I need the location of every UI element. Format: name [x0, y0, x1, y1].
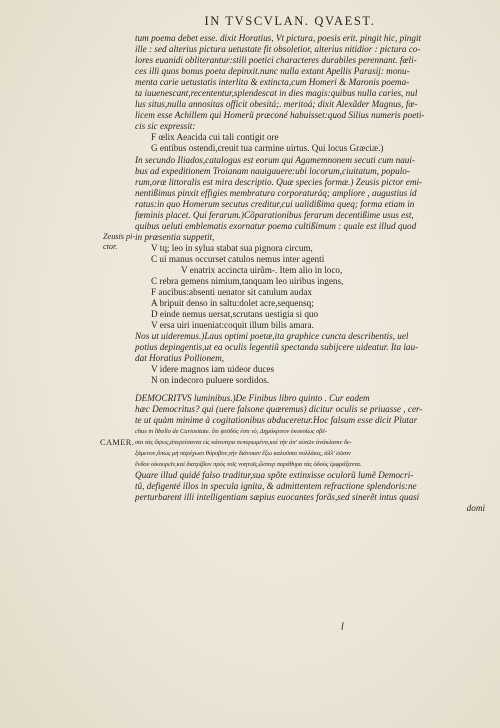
margin-note-camer: CAMER.: [100, 438, 135, 447]
text-line: G entibus ostendi,creuit tua carmine uirtus. Qui locus Græciæ.): [151, 143, 384, 154]
text-line: dat Horatius Pollionem,: [135, 353, 225, 364]
text-line: quibus ueluti emblematis exornatur poema cultißimum : quale est illud quod: [135, 220, 417, 231]
text-line: tum poema debet esse. dixit Horatius, Vt pictura, poesis erit. pingit hic, pingit: [135, 33, 422, 43]
text-line: domi: [466, 502, 485, 513]
text-line: ille : sed alterius pictura uetustate fit obsoletior, alterius nitidior : pictura co-: [135, 44, 421, 55]
text-line: V ersa uiri inueniat:coquit illum bilis amara.: [151, 320, 314, 331]
text-line: ces illi quos bonus poeta depinxit.nunc nulla extant Apellis Parasij: monu-: [135, 66, 410, 77]
text-line: D einde nemus uersat,scrutans uestigia si quo: [151, 309, 319, 320]
margin-note-line: ctor.: [103, 241, 118, 251]
text-line: bus ad expeditionem Troianam nauigauere:ubi locorum,ciuitatum, populo-: [135, 165, 410, 176]
text-line: nentißimus pinxit effigies membratura corporaturáq; ampliore , augustius id: [135, 187, 417, 198]
text-line: Nos ut uideremus.)Laus optimi poetæ,ita graphice cuncta describentis, uel: [135, 331, 409, 342]
text-line: Quare illud quidé falso traditur,sua spõte extinxisse oculorũ lumẽ Democri-: [135, 469, 414, 480]
text-line: ta iuuenescant,recententur,splendescat in dies magis:quibus nulla caries, nul: [135, 88, 418, 99]
text-line: perturbarent illi intelligentiam sæpius euocantes forãs,sed sinerẽt intus quasi: [135, 491, 420, 502]
body-text: [135, 33, 485, 514]
margin-note-zeusis: [103, 232, 135, 251]
text-line: A bripuit denso in saltu:dolet acre,sequensq;: [151, 298, 314, 309]
text-line: menta carie uetustatis interlita & extincta,cum Homeri & Maronis poema-: [135, 77, 410, 88]
text-line: potius depingentis,ut ea oculis legentiũ spectanda subijcere uideatur. Ita lau-: [135, 342, 419, 353]
text-line: cis sic expressit:: [135, 121, 196, 132]
text-line: rum,oræ littoralis est mira descriptio. Quæ species formæ.) Zeusis pictor emi-: [135, 176, 423, 187]
text-line: licem esse Achillem qui Homerũ præconé habuisset:quod Silius numeris poeti-: [135, 110, 425, 121]
running-head: IN TVSCVLAN. QVAEST.: [204, 14, 376, 28]
margin-note-line: Zeusis pi-: [103, 232, 136, 241]
text-line: DEMOCRITVS luminibus.)De Finibus libro quinto . Cur eadem: [135, 392, 370, 403]
text-line: In secundo Iliados,catalogus est eorum qui Agamemnonem secuti cum naui-: [135, 154, 416, 165]
text-line: lus situs,nulla annositas officit obesitá;. meritoá; dixit Alexãder Magnus, fœ-: [135, 99, 418, 110]
page-mark: [341, 622, 343, 630]
text-line: te ut quàm minime à cogitationibus abduceretur.Hoc falsum esse dicit Plutar: [135, 414, 418, 425]
text-line: V enatrix accincta uirũm-. Item alio in loco,: [181, 264, 343, 275]
text-line: C rebra gemens nimium,tanquam leo uiribus ingens,: [151, 276, 344, 287]
text-line: in præsentia suppetit,: [135, 231, 215, 242]
text-line: ἔνδον οἰκουρεῖν,καὶ διατρίβειν πρὸς τοῖς νοητοῖς,ὥσπερ παράθυρα τὰς ὁδοὺς ἐμφράξαντα.: [135, 460, 362, 468]
text-line: F œlix Aeacida cui tali contigit ore: [151, 132, 279, 143]
text-line: N on indecoro puluere sordidos.: [151, 375, 270, 386]
text-line: ratus:in quo Homerum secutus creditur,cui ualidißima queq; forma etiam in: [135, 198, 415, 209]
text-line: F aucibus:absenti uenator sit catulum audax: [151, 287, 312, 298]
text-line: ξάμενον,ὅπως μὴ παρέχωσι θόρυβον,τὴν διάνοιαν ἔξω καλοῦσαι πολλάκις, ἀλλ' ἐῶσιν: [135, 449, 351, 457]
text-line: V idere magnos iam uideor duces: [151, 364, 275, 375]
text-line: hæc Democritus? qui (uere falsone quæremus) dicitur oculis se priuasse , cer-: [135, 403, 423, 414]
text-line: fœminis placet. Qui ferarum.)Cõparationibus ferarum decentißime usus est,: [135, 209, 414, 220]
text-line: C ui manus occurset catulos nemus inter agenti: [151, 253, 325, 264]
text-line: tũ, defigenté illos in specula ignita, & admittentem refractione splendoris:ne: [135, 480, 417, 491]
text-line: V tq; leo in sylua stabat sua pignora circum,: [151, 242, 313, 253]
text-line: σαι τὰς ὄψεις,ἀπερείσαντα εἰς κάτοπτρα πεπυρωμένα,καὶ τὴν ἀπ' αὐτῶν ἀνάκλασιν δε-: [135, 438, 352, 446]
text-line: lores euanidi obliterantur:stili poetici characteres durabiles perennant. fœli-: [135, 55, 417, 66]
text-line: chus in libello de Curiositate. ὅτι ψεῦδός ἐστι τὸ, Δημόκριτον ἑκουσίως σβέ-: [135, 427, 327, 435]
